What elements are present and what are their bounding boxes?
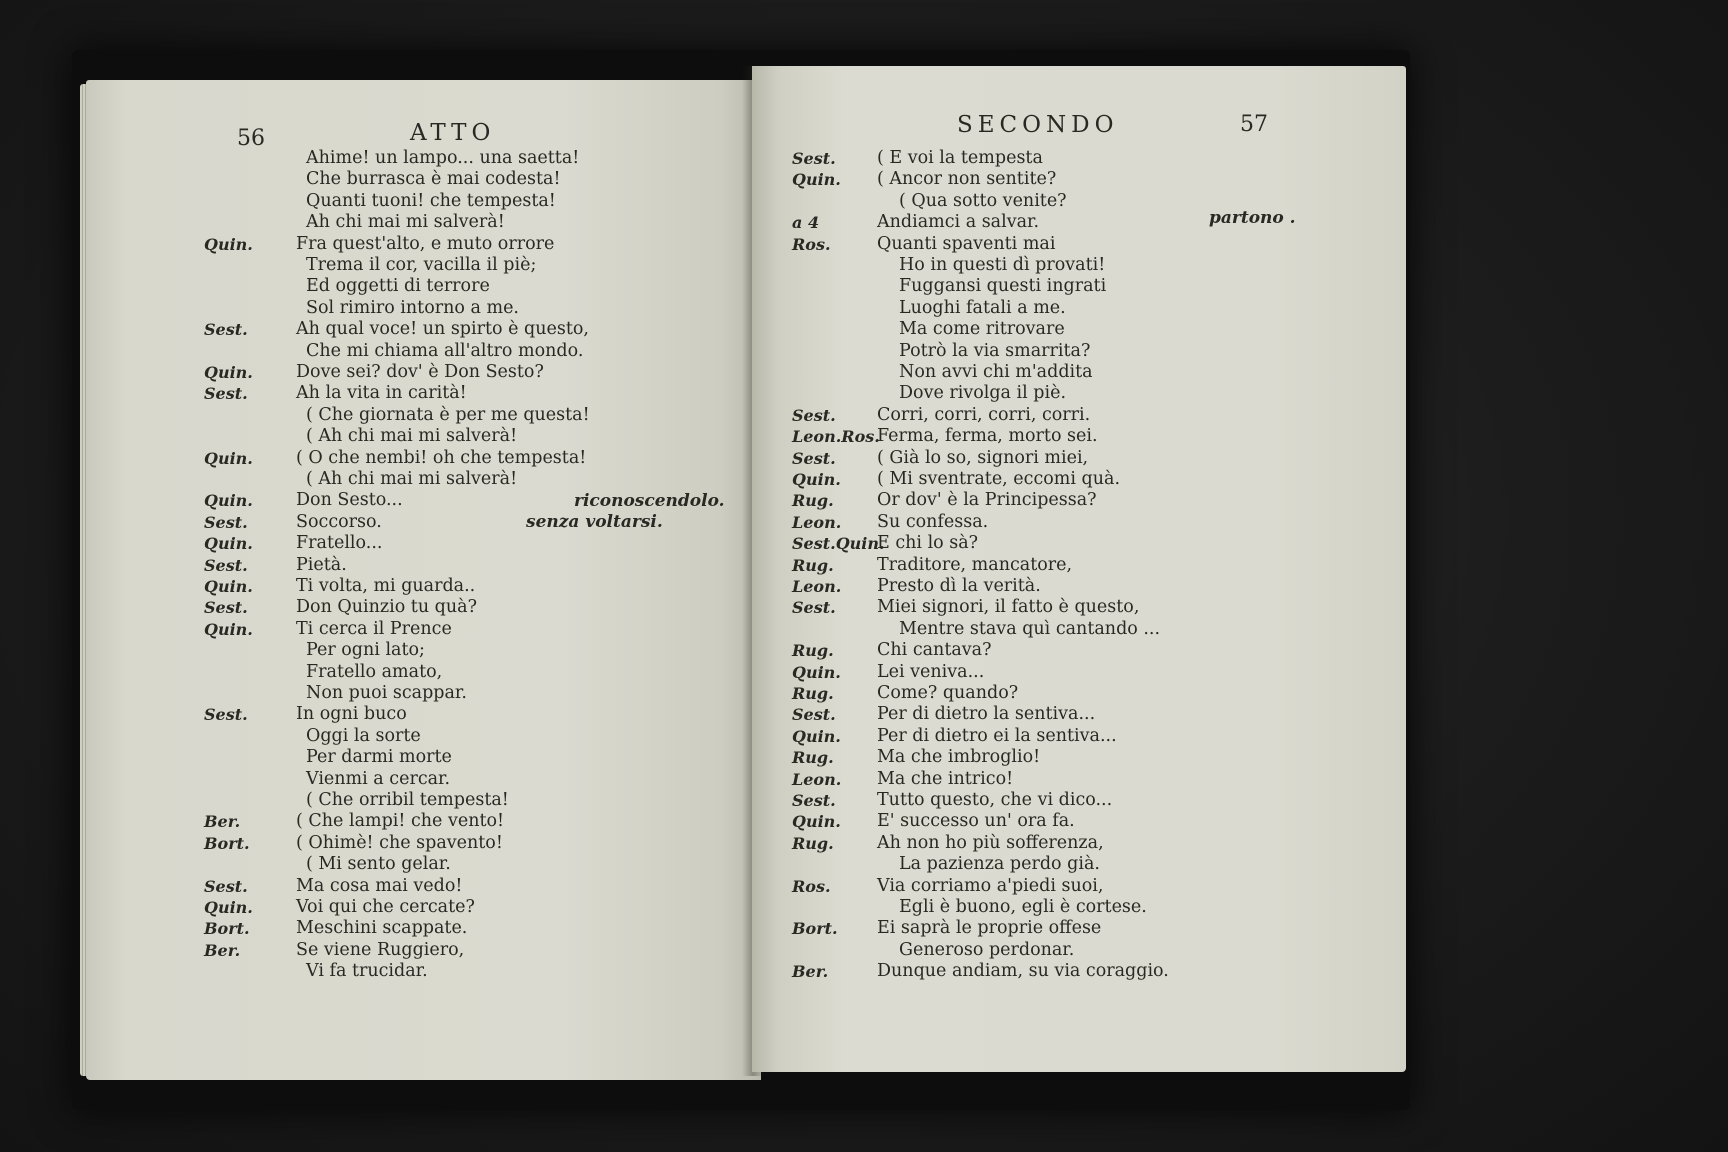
text-line — [204, 362, 544, 382]
text-line — [877, 319, 1065, 339]
text-line — [877, 383, 1066, 403]
verse-text: Ei saprà le proprie offese — [877, 918, 1102, 939]
verse-text: Corri, corri, corri, corri. — [877, 404, 1091, 425]
verse-text: Se viene Ruggiero, — [296, 939, 465, 960]
text-line — [792, 832, 1104, 853]
speaker-label: Ber. — [204, 940, 241, 960]
speaker-label: Quin. — [204, 234, 253, 254]
speaker-label: Rug. — [792, 491, 834, 511]
verse-text: La pazienza perdo già. — [899, 854, 1100, 875]
speaker-label: Quin. — [792, 812, 841, 832]
right-page-header: SECONDO — [957, 112, 1119, 138]
verse-text: Fra quest'alto, e muto orrore — [296, 233, 555, 254]
verse-text: Quanti spaventi mai — [877, 233, 1056, 254]
verse-text: Miei signori, il fatto è questo, — [877, 597, 1140, 618]
text-line — [204, 319, 589, 340]
verse-text: ( E voi la tempesta — [877, 148, 1043, 168]
text-line — [792, 768, 1014, 789]
speaker-label: Leon. — [792, 769, 842, 789]
stage-direction: riconoscendolo. — [574, 491, 725, 511]
verse-text: ( Già lo so, signori miei, — [877, 447, 1089, 468]
speaker-label: Quin. — [204, 448, 253, 468]
speaker-label: Leon. — [792, 577, 842, 596]
text-line — [204, 233, 555, 254]
verse-text: ( Che giornata è per me questa! — [306, 404, 590, 425]
verse-text: Meschini scappate. — [296, 918, 468, 939]
verse-text: Ah qual voce! un spirto è questo, — [296, 319, 589, 340]
speaker-label: Sest. — [204, 555, 248, 575]
verse-text: Traditore, mancatore, — [877, 554, 1073, 575]
verse-text: Don Quinzio tu quà? — [296, 597, 477, 618]
text-line — [877, 341, 1090, 361]
verse-text: E chi lo sà? — [877, 533, 979, 554]
verse-text: Per darmi morte — [306, 747, 452, 768]
verse-text: Or dov' è la Principessa? — [877, 490, 1097, 511]
verse-text: Ma che imbroglio! — [877, 747, 1041, 768]
verse-text: Come? quando? — [877, 683, 1019, 703]
speaker-label: Quin. — [792, 726, 841, 746]
verse-text: Lei veniva... — [877, 661, 985, 682]
text-line — [296, 662, 442, 682]
speaker-label: Quin. — [792, 170, 841, 190]
text-line — [792, 747, 1041, 768]
verse-text: Per di dietro la sentiva... — [877, 704, 1096, 725]
text-line — [792, 490, 1097, 511]
speaker-label: Sest. — [204, 512, 248, 532]
speaker-label: Quin. — [204, 491, 253, 511]
speaker-label: a 4 — [792, 213, 820, 233]
verse-text: E' successo un' ora fa. — [877, 811, 1075, 832]
speaker-label: Quin. — [204, 898, 253, 917]
text-line — [877, 619, 1160, 639]
text-line — [204, 597, 477, 618]
text-line — [792, 447, 1089, 468]
text-line — [792, 404, 1091, 425]
text-line — [296, 683, 467, 703]
text-line — [296, 426, 517, 446]
speaker-label: Sest. — [204, 876, 248, 896]
text-line — [792, 811, 1075, 832]
verse-text: Ma come ritrovare — [899, 319, 1065, 340]
speaker-label: Bort. — [204, 833, 250, 853]
speaker-label: Rug. — [792, 641, 834, 661]
text-line — [792, 683, 1019, 703]
verse-text: Per ogni lato; — [306, 640, 425, 661]
verse-text: Ti cerca il Prence — [296, 618, 452, 639]
verse-text: ( Ancor non sentite? — [877, 169, 1057, 190]
speaker-label: Rug. — [792, 684, 834, 703]
verse-text: Fratello amato, — [306, 661, 443, 682]
text-line — [792, 661, 985, 682]
verse-text: Ahime! un lampo... una saetta! — [306, 148, 580, 168]
verse-text: Ed oggetti di terrore — [306, 276, 490, 297]
text-line — [204, 576, 476, 596]
right-page-number: 57 — [1240, 112, 1268, 137]
text-line — [204, 533, 383, 554]
verse-text: ( Mi sventrate, eccomi quà. — [877, 469, 1121, 489]
verse-text: ( Che lampi! che vento! — [296, 811, 505, 832]
verse-text: Via corriamo a'piedi suoi, — [877, 875, 1104, 896]
speaker-label: Bort. — [204, 919, 250, 939]
verse-text: Egli è buono, egli è cortese. — [899, 897, 1147, 917]
verse-text: Potrò la via smarrita? — [899, 340, 1091, 361]
text-line — [877, 255, 1105, 275]
text-line — [792, 597, 1140, 618]
text-line — [204, 918, 468, 939]
text-line — [204, 811, 505, 832]
text-line — [296, 790, 509, 810]
text-line — [877, 362, 1093, 382]
verse-text: ( Che orribil tempesta! — [306, 790, 509, 810]
speaker-label: Quin. — [792, 662, 841, 682]
verse-text: Ah chi mai mi salverà! — [306, 212, 505, 233]
verse-text: Ferma, ferma, morto sei. — [877, 426, 1098, 447]
verse-text: ( Ah chi mai mi salverà! — [306, 469, 518, 489]
text-line — [296, 469, 517, 489]
stage-direction: partono . — [1209, 208, 1296, 228]
verse-text: Fuggansi questi ingrati — [899, 276, 1107, 297]
text-line — [296, 854, 451, 874]
verse-text: ( O che nembi! oh che tempesta! — [296, 447, 587, 468]
speaker-label: Ros. — [792, 234, 831, 254]
speaker-label: Sest. — [792, 598, 836, 618]
text-line — [296, 640, 425, 660]
text-line — [877, 897, 1147, 917]
text-line — [792, 148, 1043, 168]
verse-text: Dove rivolga il piè. — [899, 383, 1067, 404]
speaker-label: Ber. — [792, 962, 829, 982]
verse-text: ( Ohimè! che spavento! — [296, 832, 503, 853]
verse-text: Che mi chiama all'altro mondo. — [306, 340, 584, 361]
speaker-label: Rug. — [792, 555, 834, 575]
verse-text: Dunque andiam, su via coraggio. — [877, 961, 1169, 982]
left-page-number: 56 — [237, 126, 265, 151]
verse-text: Vi fa trucidar. — [306, 961, 428, 982]
verse-text: Sol rimiro intorno a me. — [306, 297, 519, 318]
speaker-label: Leon. — [792, 512, 842, 532]
verse-text: Voi qui che cercate? — [296, 897, 475, 917]
verse-text: Luoghi fatali a me. — [899, 297, 1066, 318]
text-line — [204, 618, 452, 639]
speaker-label: Sest. — [204, 598, 248, 618]
text-line — [296, 961, 428, 981]
text-line — [296, 148, 579, 168]
text-line — [792, 576, 1041, 596]
text-line — [296, 747, 452, 767]
text-line — [296, 341, 583, 361]
verse-text: Vienmi a cercar. — [306, 768, 451, 789]
speaker-label: Rug. — [792, 833, 834, 853]
text-line — [204, 447, 587, 468]
left-page-header: ATTO — [410, 120, 496, 146]
verse-text: Fratello... — [296, 533, 383, 554]
verse-text: Andiamci a salvar. — [877, 212, 1040, 233]
speaker-label: Sest. — [792, 791, 836, 810]
verse-text: Tutto questo, che vi dico... — [877, 790, 1113, 810]
verse-text: Oggi la sorte — [306, 725, 421, 746]
text-line — [792, 961, 1169, 982]
speaker-label: Quin. — [204, 577, 253, 596]
text-line — [296, 169, 560, 189]
text-line — [204, 939, 465, 960]
verse-text: Soccorso. — [296, 511, 382, 532]
speaker-label: Sest. — [792, 405, 836, 425]
speaker-label: Rug. — [792, 748, 834, 768]
verse-text: Che burrasca è mai codesta! — [306, 169, 561, 190]
right-page — [752, 66, 1406, 1072]
verse-text: Non avvi chi m'addita — [899, 362, 1093, 382]
text-line — [877, 940, 1074, 960]
stage-direction: senza voltarsi. — [526, 512, 663, 532]
speaker-label: Sest. — [792, 149, 836, 168]
left-page — [86, 80, 761, 1080]
verse-text: Generoso perdonar. — [899, 939, 1075, 960]
speaker-label: Quin. — [204, 363, 253, 382]
text-line — [792, 169, 1057, 190]
verse-text: Pietà. — [296, 554, 347, 575]
text-line — [296, 405, 590, 425]
verse-text: Ma cosa mai vedo! — [296, 875, 463, 896]
text-line — [204, 383, 467, 404]
verse-text: In ogni buco — [296, 704, 407, 725]
text-line — [204, 511, 382, 532]
speaker-label: Quin. — [204, 619, 253, 639]
text-line — [296, 212, 505, 232]
text-line — [296, 769, 450, 789]
speaker-label: Bort. — [792, 919, 838, 939]
text-line — [792, 233, 1056, 254]
speaker-label: Quin. — [204, 534, 253, 554]
verse-text: Ma che intrico! — [877, 768, 1014, 789]
text-line — [877, 276, 1106, 296]
text-line — [296, 298, 519, 318]
text-line — [792, 511, 989, 532]
text-line — [877, 854, 1100, 874]
speaker-label: Sest. — [204, 384, 248, 404]
text-line — [204, 875, 463, 896]
text-line — [792, 212, 1040, 233]
verse-text: Ah la vita in carità! — [296, 383, 467, 404]
text-line — [792, 790, 1113, 810]
speaker-label: Ber. — [204, 812, 241, 832]
verse-text: Dove sei? dov' è Don Sesto? — [296, 362, 544, 382]
verse-text: Don Sesto... — [296, 490, 403, 511]
text-line — [204, 490, 403, 511]
verse-text: ( Ah chi mai mi salverà! — [306, 426, 518, 447]
verse-text: Non puoi scappar. — [306, 683, 467, 703]
verse-text: Su confessa. — [877, 511, 989, 532]
text-line — [792, 554, 1073, 575]
verse-text: Ho in questi dì provati! — [899, 255, 1106, 275]
text-line — [792, 725, 1117, 746]
text-line — [204, 832, 503, 853]
verse-text: ( Mi sento gelar. — [306, 854, 451, 875]
verse-text: Per di dietro ei la sentiva... — [877, 725, 1117, 746]
text-line — [792, 426, 1098, 447]
verse-text: Quanti tuoni! che tempesta! — [306, 190, 556, 211]
text-line — [792, 469, 1121, 489]
text-line — [877, 298, 1066, 318]
text-line — [204, 897, 475, 917]
text-line — [792, 704, 1096, 725]
speaker-label: Sest.Quin. — [792, 534, 885, 554]
text-line — [792, 640, 992, 661]
verse-text: Ti volta, mi guarda.. — [296, 576, 476, 596]
text-line — [296, 191, 556, 211]
speaker-label: Sest. — [792, 448, 836, 468]
verse-text: Trema il cor, vacilla il piè; — [306, 255, 537, 275]
text-line — [204, 554, 347, 575]
verse-text: Mentre stava quì cantando ... — [899, 618, 1161, 639]
text-line — [296, 276, 490, 296]
text-line — [792, 875, 1104, 896]
speaker-label: Sest. — [204, 705, 248, 725]
speaker-label: Ros. — [792, 876, 831, 896]
verse-text: Presto dì la verità. — [877, 576, 1041, 596]
speaker-label: Leon.Ros. — [792, 427, 880, 447]
speaker-label: Quin. — [792, 470, 841, 489]
text-line — [296, 255, 536, 275]
verse-text: Ah non ho più sofferenza, — [877, 832, 1104, 853]
speaker-label: Sest. — [204, 320, 248, 340]
text-line — [877, 191, 1067, 211]
text-line — [792, 533, 979, 554]
text-line — [792, 918, 1102, 939]
speaker-label: Sest. — [792, 705, 836, 725]
text-line — [204, 704, 407, 725]
text-line — [296, 726, 421, 746]
verse-text: Chi cantava? — [877, 640, 992, 661]
verse-text: ( Qua sotto venite? — [899, 190, 1067, 211]
